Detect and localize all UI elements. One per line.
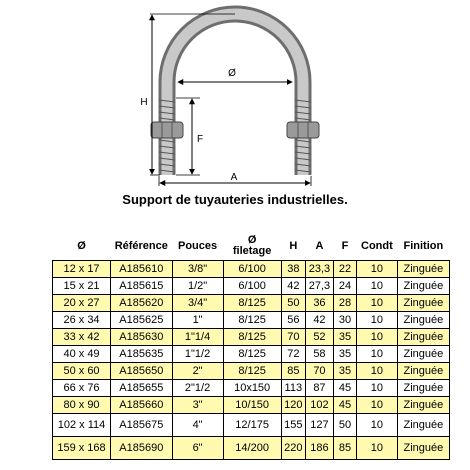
header-f: F <box>341 239 349 252</box>
header-filetage-symbol: Ø <box>247 234 257 246</box>
cell-filetage: 8/125 <box>223 363 281 380</box>
cell-h: 70 <box>281 329 305 346</box>
table-row <box>53 278 450 295</box>
thread-label: F <box>196 134 204 145</box>
cell-filetage: 8/125 <box>223 295 281 312</box>
cell-diameter: 26 x 34 <box>53 312 111 329</box>
cell-diameter: 66 x 76 <box>53 380 111 397</box>
header-diameter: Ø <box>77 239 86 252</box>
cell-f: 35 <box>333 363 356 380</box>
cell-reference: A185620 <box>111 295 173 312</box>
table-row <box>53 329 450 346</box>
cell-finition: Zinguée <box>397 397 449 414</box>
cell-h: 42 <box>281 278 305 295</box>
cell-reference: A185625 <box>111 312 173 329</box>
table-row <box>53 414 450 437</box>
spec-table <box>52 232 450 460</box>
table-row <box>53 295 450 312</box>
cell-pouces: 1"1/2 <box>172 346 223 363</box>
cell-filetage: 10x150 <box>223 380 281 397</box>
cell-diameter: 33 x 42 <box>53 329 111 346</box>
cell-condt: 10 <box>357 295 398 312</box>
cell-reference: A185675 <box>111 414 173 437</box>
cell-diameter: 20 x 27 <box>53 295 111 312</box>
cell-a: 58 <box>306 346 334 363</box>
cell-f: 35 <box>333 329 356 346</box>
cell-condt: 10 <box>357 363 398 380</box>
cell-h: 120 <box>281 397 305 414</box>
cell-pouces: 3/4" <box>172 295 223 312</box>
cell-f: 50 <box>333 414 356 437</box>
header-h: H <box>289 239 298 252</box>
cell-finition: Zinguée <box>397 278 449 295</box>
table-header-row <box>53 232 450 261</box>
header-reference: Référence <box>114 239 168 252</box>
cell-finition: Zinguée <box>397 261 449 278</box>
header-a: A <box>315 239 324 252</box>
cell-finition: Zinguée <box>397 312 449 329</box>
cell-f: 28 <box>333 295 356 312</box>
cell-diameter: 12 x 17 <box>53 261 111 278</box>
cell-finition: Zinguée <box>397 346 449 363</box>
cell-pouces: 1" <box>172 312 223 329</box>
cell-a: 23,3 <box>306 261 334 278</box>
u-bolt-highlight <box>167 14 303 175</box>
cell-pouces: 3" <box>172 397 223 414</box>
cell-diameter: 159 x 168 <box>53 437 111 460</box>
cell-a: 102 <box>306 397 334 414</box>
cell-filetage: 14/200 <box>223 437 281 460</box>
u-bolt-diagram <box>0 0 470 190</box>
table-row <box>53 312 450 329</box>
cell-filetage: 10/150 <box>223 397 281 414</box>
cell-reference: A185630 <box>111 329 173 346</box>
cell-diameter: 15 x 21 <box>53 278 111 295</box>
cell-a: 70 <box>306 363 334 380</box>
cell-a: 87 <box>306 380 334 397</box>
cell-a: 52 <box>306 329 334 346</box>
cell-condt: 10 <box>357 329 398 346</box>
cell-finition: Zinguée <box>397 437 449 460</box>
caption: Support de tuyauteries industrielles. <box>122 192 348 207</box>
cell-condt: 10 <box>357 414 398 437</box>
cell-diameter: 102 x 114 <box>53 414 111 437</box>
cell-f: 45 <box>333 380 356 397</box>
cell-pouces: 2"1/2 <box>172 380 223 397</box>
cell-pouces: 1/2" <box>172 278 223 295</box>
cell-finition: Zinguée <box>397 295 449 312</box>
header-pouces: Pouces <box>178 239 218 252</box>
table-row <box>53 437 450 460</box>
cell-reference: A185655 <box>111 380 173 397</box>
cell-filetage: 8/125 <box>223 346 281 363</box>
cell-h: 38 <box>281 261 305 278</box>
cell-filetage: 6/100 <box>223 278 281 295</box>
cell-filetage: 8/125 <box>223 312 281 329</box>
cell-diameter: 50 x 60 <box>53 363 111 380</box>
cell-h: 50 <box>281 295 305 312</box>
cell-f: 45 <box>333 397 356 414</box>
cell-diameter: 80 x 90 <box>53 397 111 414</box>
cell-condt: 10 <box>357 312 398 329</box>
cell-a: 36 <box>306 295 334 312</box>
cell-f: 35 <box>333 346 356 363</box>
cell-f: 24 <box>333 278 356 295</box>
cell-diameter: 40 x 49 <box>53 346 111 363</box>
header-condt: Condt <box>361 239 393 252</box>
cell-reference: A185610 <box>111 261 173 278</box>
cell-a: 42 <box>306 312 334 329</box>
diameter-label: Ø <box>228 68 236 79</box>
cell-finition: Zinguée <box>397 329 449 346</box>
cell-pouces: 1"1/4 <box>172 329 223 346</box>
cell-condt: 10 <box>357 380 398 397</box>
cell-pouces: 6" <box>172 437 223 460</box>
cell-f: 22 <box>333 261 356 278</box>
cell-pouces: 2" <box>172 363 223 380</box>
cell-condt: 10 <box>357 346 398 363</box>
cell-h: 85 <box>281 363 305 380</box>
cell-a: 186 <box>306 437 334 460</box>
cell-finition: Zinguée <box>397 363 449 380</box>
cell-a: 27,3 <box>306 278 334 295</box>
cell-condt: 10 <box>357 397 398 414</box>
cell-f: 85 <box>333 437 356 460</box>
table-row <box>53 380 450 397</box>
cell-condt: 10 <box>357 278 398 295</box>
table-row <box>53 346 450 363</box>
cell-f: 30 <box>333 312 356 329</box>
left-nut-icon <box>151 122 183 138</box>
cell-h: 72 <box>281 346 305 363</box>
cell-h: 113 <box>281 380 305 397</box>
cell-a: 127 <box>306 414 334 437</box>
header-filetage-label: filetage <box>232 245 272 257</box>
table-row <box>53 261 450 278</box>
cell-reference: A185660 <box>111 397 173 414</box>
cell-filetage: 8/125 <box>223 329 281 346</box>
header-finition: Finition <box>403 239 444 252</box>
cell-finition: Zinguée <box>397 414 449 437</box>
cell-pouces: 3/8" <box>172 261 223 278</box>
cell-reference: A185615 <box>111 278 173 295</box>
cell-reference: A185635 <box>111 346 173 363</box>
header-filetage <box>223 232 281 261</box>
cell-finition: Zinguée <box>397 380 449 397</box>
cell-condt: 10 <box>357 261 398 278</box>
cell-reference: A185650 <box>111 363 173 380</box>
height-label: H <box>140 97 148 108</box>
cell-h: 220 <box>281 437 305 460</box>
cell-condt: 10 <box>357 437 398 460</box>
cell-reference: A185690 <box>111 437 173 460</box>
table-row <box>53 397 450 414</box>
cell-pouces: 4" <box>172 414 223 437</box>
cell-h: 155 <box>281 414 305 437</box>
cell-filetage: 6/100 <box>223 261 281 278</box>
width-label: A <box>230 172 238 183</box>
table-row <box>53 363 450 380</box>
cell-h: 56 <box>281 312 305 329</box>
right-nut-icon <box>287 122 319 138</box>
cell-filetage: 12/175 <box>223 414 281 437</box>
